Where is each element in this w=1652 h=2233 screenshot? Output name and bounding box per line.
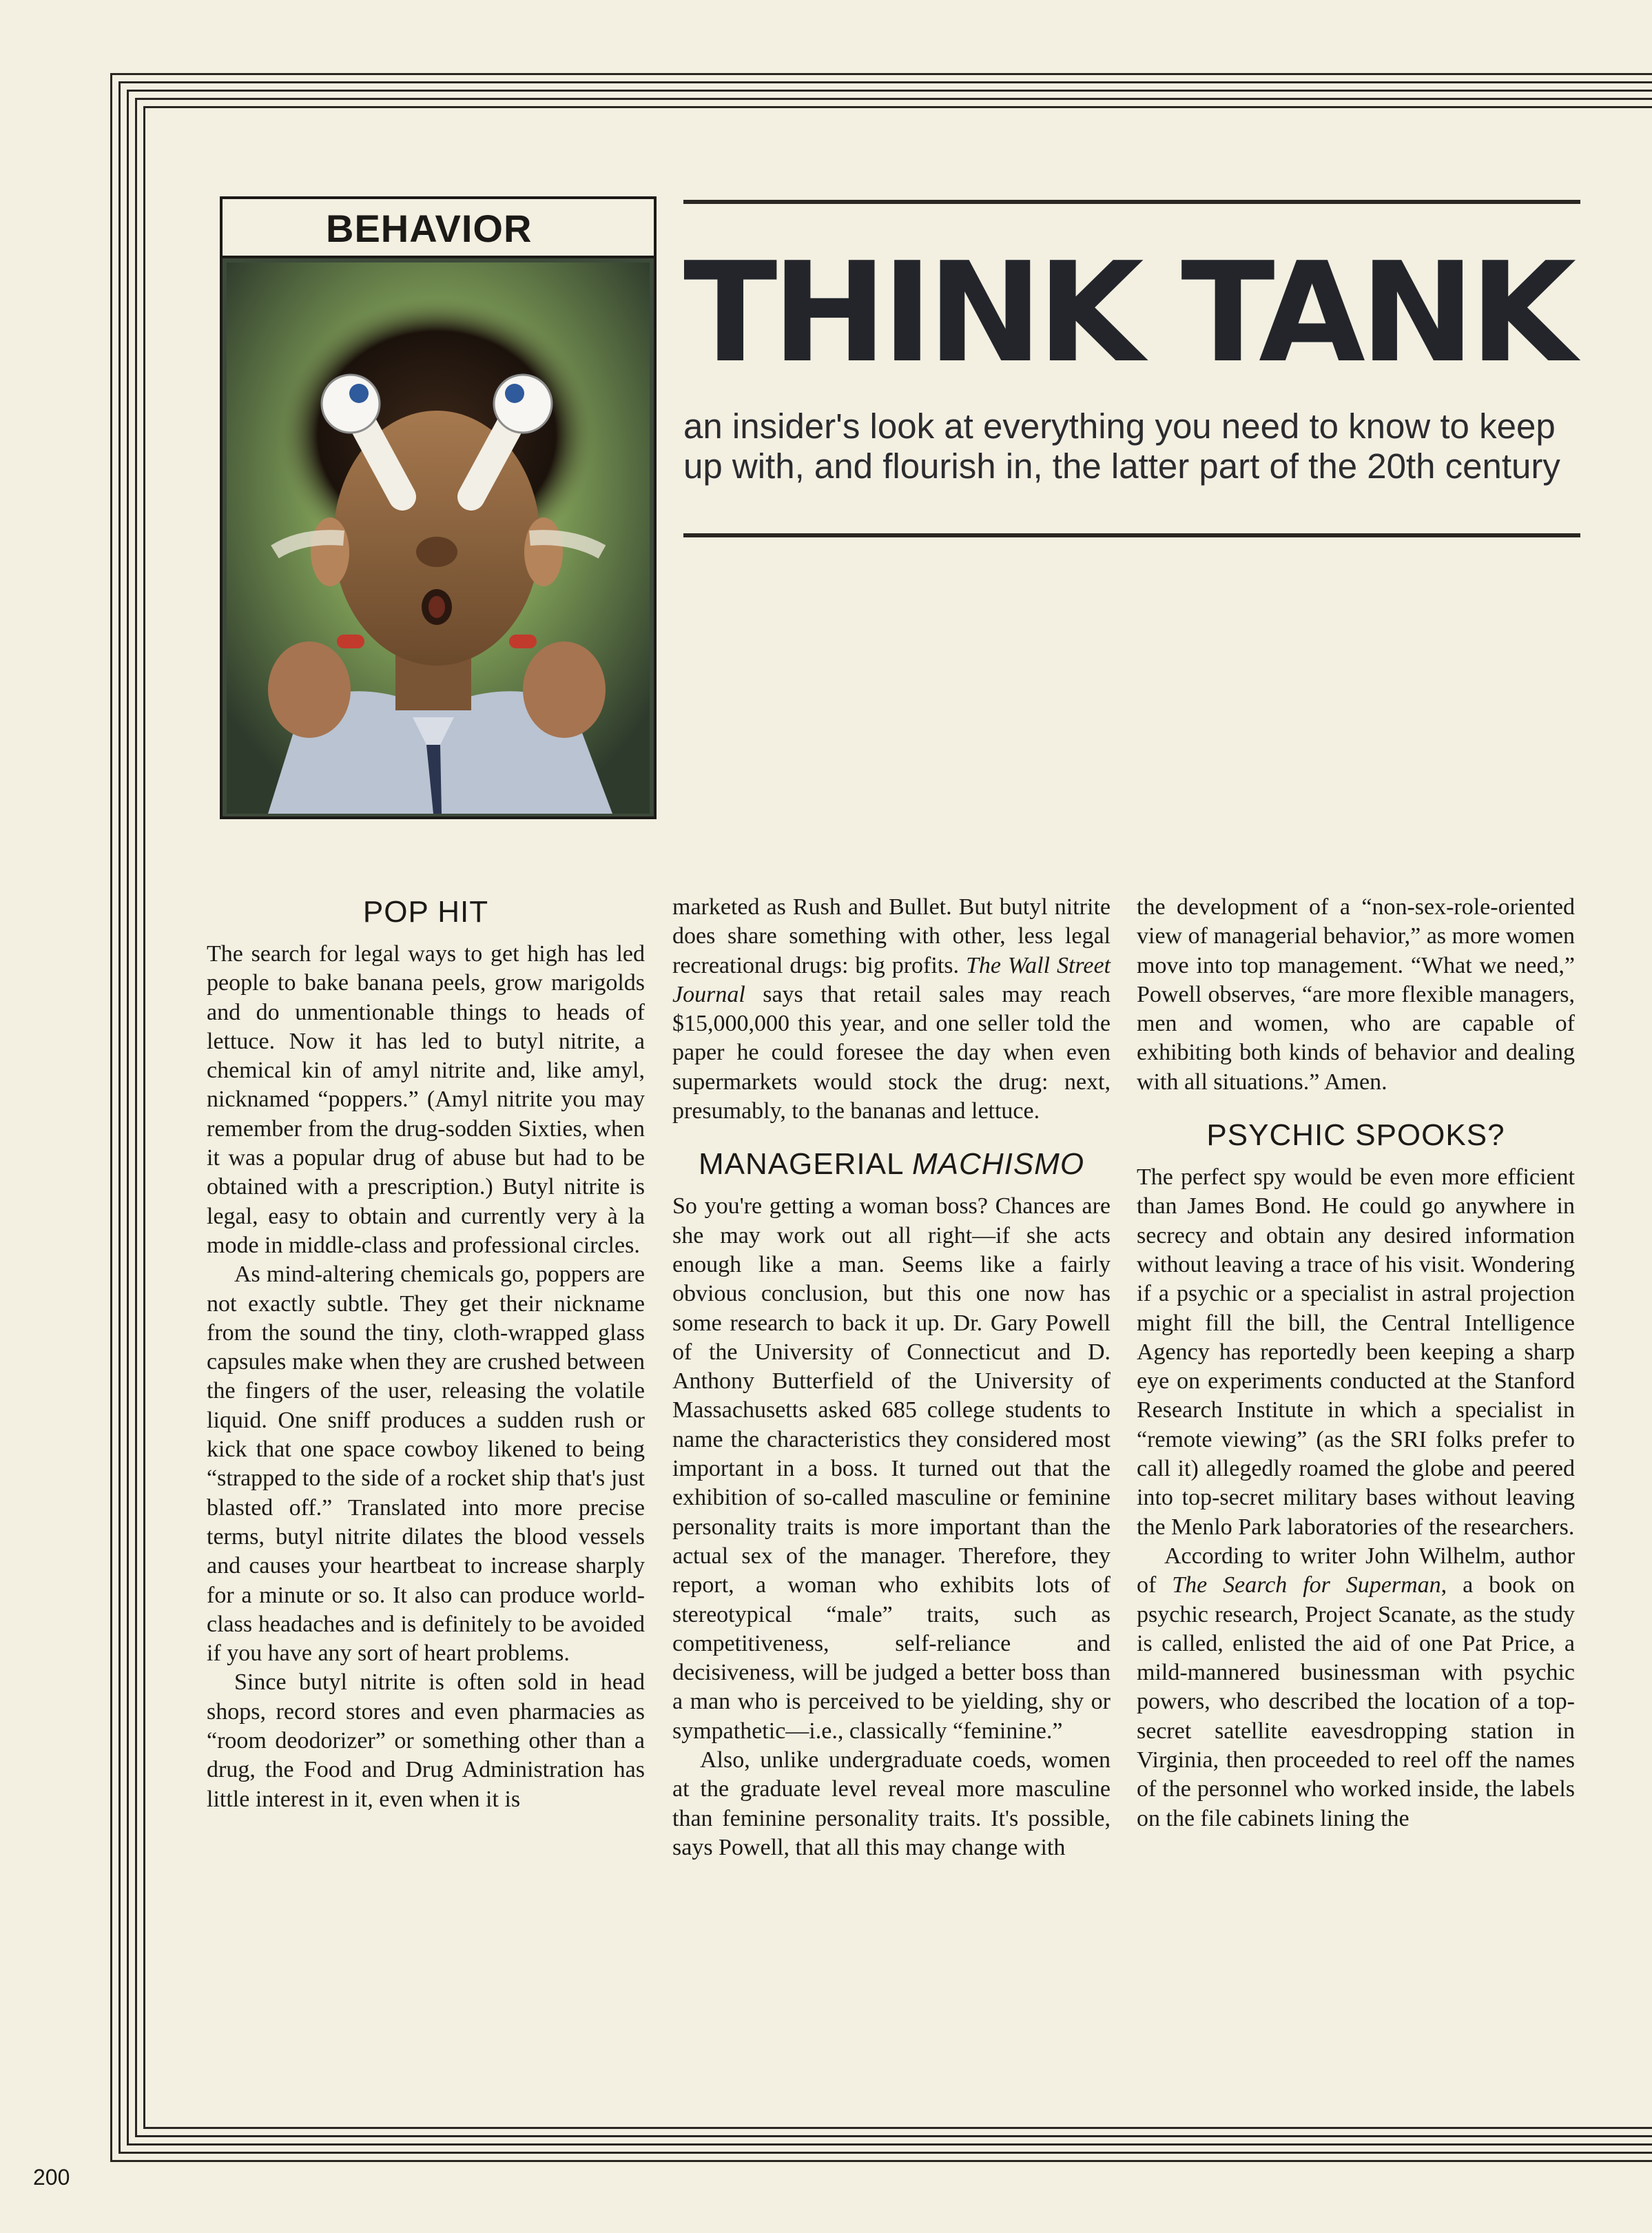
article-heading-managerial-machismo — [672, 1145, 1111, 1184]
text-run: According to writer John Wilhelm, author of — [1137, 1543, 1575, 1598]
page-number: 200 — [33, 2165, 70, 2190]
article-paragraph: Also, unlike undergraduate coeds, women at the graduate level reveal more masculine than feminine personality traits. It's possible, says Powell, that all this may change with — [672, 1747, 1111, 1860]
article-paragraph: The search for legal ways to get high has led people to bake banana peels, grow marigolds and do unmentionable things to heads of lettuce. Now it has led to butyl nitrite, a chemical kin of amyl nitrite and, like amyl, nicknamed “poppers.” (Amyl nitrite you may remember from the drug-sodden Sixties, when it was a popular drug of abuse but had to be obtained with a prescription.) Butyl nitrite is legal, easy to obtain and currently very à la mode in middle-class and professional circles. — [207, 941, 645, 1258]
section-box — [220, 196, 657, 819]
section-label: BEHAVIOR — [223, 199, 654, 258]
article-paragraph: Since butyl nitrite is often sold in head shops, record stores and even pharmacies as “room deodorizer” or something other than a drug, the Food and Drug Administration has little interest in it, even when it is — [207, 1669, 645, 1812]
article-paragraph: So you're getting a woman boss? Chances are she may work out all right—if she acts enough like a man. Seems like a fairly obvious conclusion, but this one now has some research to back it up. Dr. Gary Powell of the University of Connecticut and D. Anthony Butterfield of the University of Massachusetts asked 685 college students to name the characteristics they considered most important in a boss. It turned out that the exhibition of so-called masculine or feminine personality traits is more important than the actual sex of the manager. Therefore, they report, a woman who exhibits lots of stereotypical “male” traits, such as competitiveness, self-reliance and decisiveness, will be judged a better boss than a man who is perceived to be yielding, shy or sympathetic—i.e., classically “feminine.” — [672, 1193, 1111, 1744]
illustration-man-with-popping-eyes — [227, 263, 650, 814]
publication-name: The Wall Street Journal — [672, 952, 1111, 1007]
column-2 — [672, 893, 1111, 1862]
article-paragraph — [1137, 1542, 1575, 1833]
page-subtitle: an insider's look at everything you need to know to keep up with, and flourish in, the latter part of the 20th century — [683, 407, 1560, 486]
page-title: THINK TANK — [683, 233, 1571, 393]
header-top-rule — [683, 200, 1580, 204]
article-heading-pop-hit: POP HIT — [362, 895, 489, 929]
text-run: says that retail sales may reach $15,000,000 this year, and one seller told the paper he could foresee the day when even supermarkets would stock the drug: next, presumably, to the bananas and lettuce. — [672, 981, 1111, 1124]
heading-part-italic: MACHISMO — [912, 1147, 1085, 1182]
article-paragraph: the development of a “non-sex-role-oriented view of managerial behavior,” as more women move into top management. “What we need,” Powell observes, “are more flexible managers, men and women, who are capable of exhibiting both kinds of behavior and dealing with all situations.” Amen. — [1137, 894, 1575, 1095]
book-title: The Search for Superman — [1172, 1572, 1441, 1598]
text-run: , a book on psychic research, Project Scanate, as the study is called, enlisted the aid of one Pat Price, a mild-mannered businessman with psychic powers, who described the location of a top-secret satellite eavesdropping station in Virginia, then proceeded to reel off the names of the personnel who worked inside, the labels on the file cabinets lining the — [1137, 1572, 1575, 1831]
column-3 — [1137, 893, 1575, 1833]
article-paragraph: The perfect spy would be even more efficient than James Bond. He could go anywhere in secrecy and obtain any desired information without leaving a trace of his visit. Wondering if a psychic or a specialist in astral projection might fill the bill, the Central Intelligence Agency has reportedly been keeping a sharp eye on experiments conducted at the Stanford Research Institute in which a specialist in “remote viewing” (as the SRI folks prefer to call it) allegedly roamed the globe and peered into top-secret military bases without leaving the Menlo Park laboratories of the researchers. — [1137, 1164, 1575, 1540]
article-paragraph — [672, 893, 1111, 1126]
article-paragraph: As mind-altering chemicals go, poppers are not exactly subtle. They get their nickname from the sound the tiny, cloth-wrapped glass capsules make when they are crushed between the fingers of the user, releasing the volatile liquid. One sniff produces a sudden rush or kick that one space cowboy likened to being “strapped to the side of a rocket ship that's just blasted off.” Translated into more precise terms, butyl nitrite dilates the blood vessels and causes your heartbeat to increase sharply for a minute or so. It also can produce world-class headaches and is definitely to be avoided if you have any sort of heart problems. — [207, 1262, 645, 1667]
heading-part: MANAGERIAL — [698, 1147, 913, 1182]
article-heading-psychic-spooks: PSYCHIC SPOOKS? — [1206, 1118, 1505, 1153]
column-1 — [207, 893, 645, 1814]
text-run: marketed as Rush and Bullet. But butyl nitrite does share something with other, less legal recreational drugs: big profits. — [672, 894, 1111, 978]
header-bottom-rule — [683, 533, 1580, 537]
